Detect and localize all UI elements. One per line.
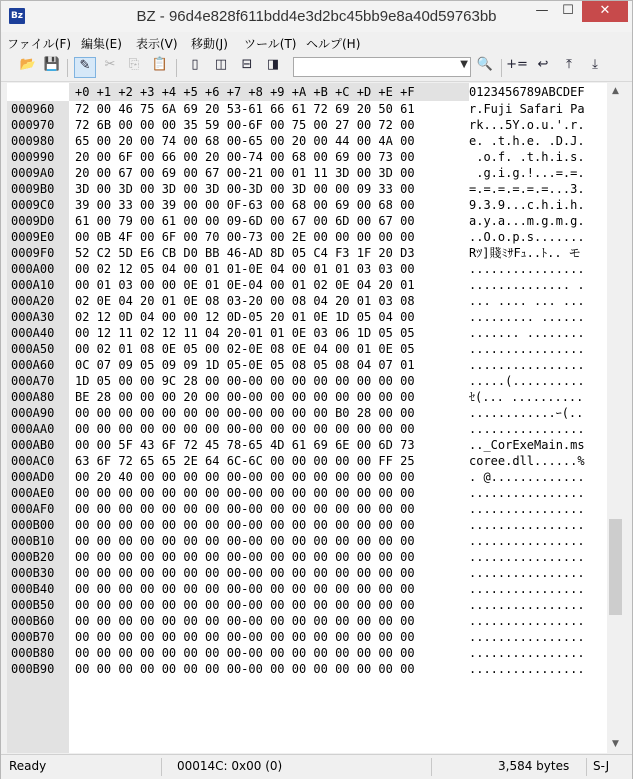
row-address: 000A90 (11, 406, 55, 420)
row-address: 000B70 (11, 630, 55, 644)
status-separator (161, 758, 162, 776)
hex-row[interactable] (7, 453, 607, 469)
copy-icon[interactable]: ⎘ (128, 57, 140, 72)
row-address: 000B60 (11, 614, 55, 628)
row-address: 000A50 (11, 342, 55, 356)
row-ascii[interactable]: ................ (469, 662, 585, 676)
row-hex-bytes[interactable]: 39 00 33 00 39 00 00 0F-63 00 68 00 69 00 68 00 (75, 198, 415, 212)
row-address: 0009F0 (11, 246, 55, 260)
hex-row[interactable] (7, 437, 607, 453)
toolbar-separator (176, 59, 177, 77)
row-ascii[interactable]: coree.dll......% (469, 454, 585, 468)
row-hex-bytes[interactable]: 00 00 5F 43 6F 72 45 78-65 4D 61 69 6E 00 6D 73 (75, 438, 415, 452)
chevron-down-icon[interactable]: ▼ (460, 59, 468, 70)
row-hex-bytes[interactable]: 00 00 00 00 00 00 00 00-00 00 00 00 00 00 00 00 (75, 662, 415, 676)
row-hex-bytes[interactable]: 00 02 01 08 0E 05 00 02-0E 08 0E 04 00 01 0E 05 (75, 342, 415, 356)
row-ascii[interactable]: . @............. (469, 470, 585, 484)
row-hex-bytes[interactable]: 00 00 00 00 00 00 00 00-00 00 00 00 00 00 00 00 (75, 422, 415, 436)
hex-row[interactable] (7, 517, 607, 533)
view-split-vertical-icon[interactable]: ◫ (214, 57, 228, 72)
hex-row[interactable] (7, 245, 607, 261)
row-hex-bytes[interactable]: 00 20 40 00 00 00 00 00-00 00 00 00 00 00 00 00 (75, 470, 415, 484)
row-hex-bytes[interactable]: 00 00 00 00 00 00 00 00-00 00 00 00 00 00 00 00 (75, 518, 415, 532)
hex-row[interactable] (7, 133, 607, 149)
row-hex-bytes[interactable]: 1D 05 00 00 9C 28 00 00-00 00 00 00 00 00 00 00 (75, 374, 415, 388)
row-ascii[interactable]: .._CorExeMain.ms (469, 438, 585, 452)
hex-row[interactable] (7, 293, 607, 309)
row-ascii[interactable]: ................ (469, 358, 585, 372)
scroll-thumb[interactable] (609, 519, 622, 615)
row-hex-bytes[interactable]: 61 00 79 00 61 00 00 09-6D 00 67 00 6D 00 67 00 (75, 214, 415, 228)
row-address: 000A20 (11, 294, 55, 308)
row-ascii[interactable]: .....(.......... (469, 374, 585, 388)
row-ascii[interactable]: ............ｰ(.. (469, 406, 584, 420)
row-address: 000B40 (11, 582, 55, 596)
row-hex-bytes[interactable]: 02 0E 04 20 01 0E 08 03-20 00 08 04 20 01 03 08 (75, 294, 415, 308)
status-bar (1, 754, 632, 779)
hex-row[interactable] (7, 357, 607, 373)
row-hex-bytes[interactable]: 00 00 00 00 00 00 00 00-00 00 00 00 00 00 00 00 (75, 630, 415, 644)
row-ascii[interactable]: ....... ........ (469, 326, 585, 340)
hex-row[interactable] (7, 405, 607, 421)
row-ascii[interactable]: ................ (469, 582, 585, 596)
row-ascii[interactable]: ......... ...... (469, 310, 585, 324)
find-icon[interactable]: 🔍 (476, 57, 494, 72)
row-hex-bytes[interactable]: 63 6F 72 65 65 2E 64 6C-6C 00 00 00 00 00 FF 25 (75, 454, 415, 468)
menu-help[interactable]: ヘルプ(H) (306, 37, 361, 51)
row-hex-bytes[interactable]: 00 00 00 00 00 00 00 00-00 00 00 00 B0 28 00 00 (75, 406, 415, 420)
row-ascii[interactable]: .o.f. .t.h.i.s. (469, 150, 585, 164)
hex-row[interactable] (7, 533, 607, 549)
hex-row[interactable] (7, 581, 607, 597)
row-ascii[interactable]: ................ (469, 518, 585, 532)
row-address: 0009C0 (11, 198, 55, 212)
view-compare-icon[interactable]: ◨ (266, 57, 280, 72)
row-address: 000A00 (11, 262, 55, 276)
row-ascii[interactable]: ..O.o.p.s....... (469, 230, 585, 244)
row-hex-bytes[interactable]: 00 12 11 02 12 11 04 20-01 01 0E 03 06 1D 05 05 (75, 326, 415, 340)
row-ascii[interactable]: ................ (469, 598, 585, 612)
hex-row[interactable] (7, 309, 607, 325)
paste-icon[interactable]: 📋 (151, 57, 169, 72)
scroll-up-icon[interactable]: ▲ (612, 86, 619, 96)
hex-row[interactable] (7, 341, 607, 357)
row-hex-bytes[interactable]: 72 00 46 75 6A 69 20 53-61 66 61 72 69 20 50 61 (75, 102, 415, 116)
hex-row[interactable] (7, 149, 607, 165)
search-combobox[interactable] (293, 57, 471, 77)
cut-icon[interactable]: ✂ (104, 57, 116, 72)
row-address: 0009B0 (11, 182, 55, 196)
row-ascii[interactable]: r.Fuji Safari Pa (469, 102, 585, 116)
row-address: 000A10 (11, 278, 55, 292)
menu-edit[interactable]: 編集(E) (81, 37, 122, 51)
row-hex-bytes[interactable]: 00 00 00 00 00 00 00 00-00 00 00 00 00 00 00 00 (75, 598, 415, 612)
row-ascii[interactable]: ................ (469, 422, 585, 436)
scroll-down-icon[interactable]: ▼ (612, 739, 619, 749)
row-hex-bytes[interactable]: 20 00 6F 00 66 00 20 00-74 00 68 00 69 00 73 00 (75, 150, 415, 164)
status-separator (431, 758, 432, 776)
hex-column-header: +0 +1 +2 +3 +4 +5 +6 +7 +8 +9 +A +B +C +D +E +F (75, 85, 415, 99)
row-ascii[interactable]: .............. . (469, 278, 585, 292)
row-ascii[interactable]: .g.i.g.!...=.=. (469, 166, 585, 180)
row-address: 000B90 (11, 662, 55, 676)
hex-row[interactable] (7, 565, 607, 581)
status-separator (586, 758, 587, 776)
view-split-horizontal-icon[interactable]: ⊟ (241, 57, 253, 72)
row-address: 000A40 (11, 326, 55, 340)
row-hex-bytes[interactable]: 00 00 00 00 00 00 00 00-00 00 00 00 00 00 00 00 (75, 566, 415, 580)
row-address: 000980 (11, 134, 55, 148)
window-title: BZ - 96d4e828f611bdd4e3d2bc45bb9e8a40d59763bb (136, 8, 497, 25)
row-address: 000990 (11, 150, 55, 164)
open-file-icon[interactable]: 📂 (19, 57, 37, 72)
row-hex-bytes[interactable]: 00 00 00 00 00 00 00 00-00 00 00 00 00 00 00 00 (75, 582, 415, 596)
hex-row[interactable] (7, 501, 607, 517)
row-address: 0009A0 (11, 166, 55, 180)
row-address: 000B00 (11, 518, 55, 532)
menu-file[interactable]: ファイル(F) (7, 37, 72, 51)
row-address: 000AF0 (11, 502, 55, 516)
row-address: 000B80 (11, 646, 55, 660)
row-ascii[interactable]: Rﾂ]賤ﾐｻFｭ..ﾄ.. モ (469, 246, 581, 260)
row-hex-bytes[interactable]: 00 02 12 05 04 00 01 01-0E 04 00 01 01 03 03 00 (75, 262, 415, 276)
row-ascii[interactable]: ................ (469, 614, 585, 628)
row-address: 000A70 (11, 374, 55, 388)
jump-offset-icon[interactable]: += (506, 57, 528, 72)
row-address: 0009D0 (11, 214, 55, 228)
row-address: 000960 (11, 102, 55, 116)
vertical-scrollbar[interactable] (607, 83, 624, 753)
hex-row[interactable] (7, 597, 607, 613)
row-address: 000AC0 (11, 454, 55, 468)
row-ascii[interactable]: ................ (469, 550, 585, 564)
row-ascii[interactable]: ... .... ... ... (469, 294, 585, 308)
row-address: 0009E0 (11, 230, 55, 244)
title-bar[interactable] (1, 1, 632, 32)
ascii-column-header: 0123456789ABCDEF (469, 85, 585, 99)
row-address: 000A80 (11, 390, 55, 404)
row-hex-bytes[interactable]: 00 00 00 00 00 00 00 00-00 00 00 00 00 00 00 00 (75, 550, 415, 564)
return-icon[interactable]: ↩ (537, 57, 549, 72)
menu-bar (1, 32, 632, 54)
row-ascii[interactable]: ................ (469, 630, 585, 644)
row-hex-bytes[interactable]: 0C 07 09 05 09 09 1D 05-0E 05 08 05 08 04 07 01 (75, 358, 415, 372)
hex-row[interactable] (7, 389, 607, 405)
save-icon[interactable]: 💾 (43, 57, 61, 72)
status-cursor: 00014C: 0x00 (0) (177, 759, 283, 773)
row-ascii[interactable]: ................ (469, 566, 585, 580)
hex-row[interactable] (7, 213, 607, 229)
row-hex-bytes[interactable]: 00 01 03 00 00 0E 01 0E-04 00 01 02 0E 04 20 01 (75, 278, 415, 292)
row-ascii[interactable]: ................ (469, 486, 585, 500)
status-encoding: S-J (593, 759, 610, 773)
hex-row[interactable] (7, 549, 607, 565)
toolbar-separator (501, 59, 502, 77)
hex-row[interactable] (7, 485, 607, 501)
row-hex-bytes[interactable]: 52 C2 5D E6 CB D0 BB 46-AD 8D 05 C4 F3 1F 20 D3 (75, 246, 415, 260)
row-ascii[interactable]: rk...5Y.o.u.'.r. (469, 118, 585, 132)
maximize-button[interactable]: ☐ (562, 3, 574, 18)
row-hex-bytes[interactable]: 00 00 00 00 00 00 00 00-00 00 00 00 00 00 00 00 (75, 646, 415, 660)
row-ascii[interactable]: a.y.a...m.g.m.g. (469, 214, 585, 228)
menu-tools[interactable]: ツール(T) (244, 37, 297, 51)
row-hex-bytes[interactable]: 20 00 67 00 69 00 67 00-21 00 01 11 3D 00 3D 00 (75, 166, 415, 180)
row-ascii[interactable]: ................ (469, 502, 585, 516)
readonly-toggle-icon[interactable]: ✎ (74, 57, 96, 78)
toolbar-separator (67, 59, 68, 77)
status-state: Ready (9, 759, 47, 773)
row-hex-bytes[interactable]: 00 00 00 00 00 00 00 00-00 00 00 00 00 00 00 00 (75, 534, 415, 548)
row-hex-bytes[interactable]: 00 00 00 00 00 00 00 00-00 00 00 00 00 00 00 00 (75, 486, 415, 500)
hex-row[interactable] (7, 421, 607, 437)
row-address: 000AB0 (11, 438, 55, 452)
hex-row[interactable] (7, 613, 607, 629)
hex-row[interactable] (7, 325, 607, 341)
menu-jump[interactable]: 移動(J) (191, 37, 228, 51)
hex-row[interactable] (7, 661, 607, 677)
hex-row[interactable] (7, 197, 607, 213)
row-hex-bytes[interactable]: 00 00 00 00 00 00 00 00-00 00 00 00 00 00 00 00 (75, 614, 415, 628)
row-ascii[interactable]: =.=.=.=.=.=...3. (469, 182, 585, 196)
hex-row[interactable] (7, 645, 607, 661)
close-button[interactable]: ✕ (582, 1, 628, 22)
row-ascii[interactable]: 9.3.9...c.h.i.h. (469, 198, 585, 212)
row-address: 000970 (11, 118, 55, 132)
hex-row[interactable] (7, 181, 607, 197)
hex-view[interactable] (7, 83, 607, 753)
hex-row[interactable] (7, 117, 607, 133)
row-ascii[interactable]: ｾ(... .......... (469, 390, 584, 404)
row-hex-bytes[interactable]: 65 00 20 00 74 00 68 00-65 00 20 00 44 00 4A 00 (75, 134, 415, 148)
row-address: 000AE0 (11, 486, 55, 500)
row-ascii[interactable]: e. .t.h.e. .D.J. (469, 134, 585, 148)
row-hex-bytes[interactable]: 72 6B 00 00 00 35 59 00-6F 00 75 00 27 00 72 00 (75, 118, 415, 132)
row-address: 000A60 (11, 358, 55, 372)
row-address: 000AA0 (11, 422, 55, 436)
hex-row[interactable] (7, 373, 607, 389)
view-single-icon[interactable]: ▯ (191, 57, 199, 72)
menu-view[interactable]: 表示(V) (136, 37, 178, 51)
hex-row[interactable] (7, 277, 607, 293)
hex-row[interactable] (7, 165, 607, 181)
row-hex-bytes[interactable]: 3D 00 3D 00 3D 00 3D 00-3D 00 3D 00 00 09 33 00 (75, 182, 415, 196)
row-hex-bytes[interactable]: BE 28 00 00 00 20 00 00-00 00 00 00 00 00 00 00 (75, 390, 415, 404)
row-address: 000B30 (11, 566, 55, 580)
row-hex-bytes[interactable]: 02 12 0D 04 00 00 12 0D-05 20 01 0E 1D 05 04 00 (75, 310, 415, 324)
row-hex-bytes[interactable]: 00 0B 4F 00 6F 00 70 00-73 00 2E 00 00 00 00 00 (75, 230, 415, 244)
hex-row[interactable] (7, 101, 607, 117)
jump-top-icon[interactable]: ⤒ (566, 57, 572, 72)
hex-row[interactable] (7, 261, 607, 277)
row-ascii[interactable]: ................ (469, 646, 585, 660)
app-icon: Bz (9, 8, 25, 24)
status-filesize: 3,584 bytes (498, 759, 570, 773)
row-ascii[interactable]: ................ (469, 534, 585, 548)
minimize-button[interactable]: — (535, 3, 549, 18)
row-address: 000B20 (11, 550, 55, 564)
row-address: 000AD0 (11, 470, 55, 484)
row-address: 000A30 (11, 310, 55, 324)
row-hex-bytes[interactable]: 00 00 00 00 00 00 00 00-00 00 00 00 00 00 00 00 (75, 502, 415, 516)
hex-header (7, 83, 607, 101)
hex-row[interactable] (7, 469, 607, 485)
row-address: 000B10 (11, 534, 55, 548)
row-ascii[interactable]: ................ (469, 262, 585, 276)
row-address: 000B50 (11, 598, 55, 612)
hex-row[interactable] (7, 629, 607, 645)
row-ascii[interactable]: ................ (469, 342, 585, 356)
jump-bottom-icon[interactable]: ⤓ (592, 57, 598, 72)
hex-row[interactable] (7, 229, 607, 245)
